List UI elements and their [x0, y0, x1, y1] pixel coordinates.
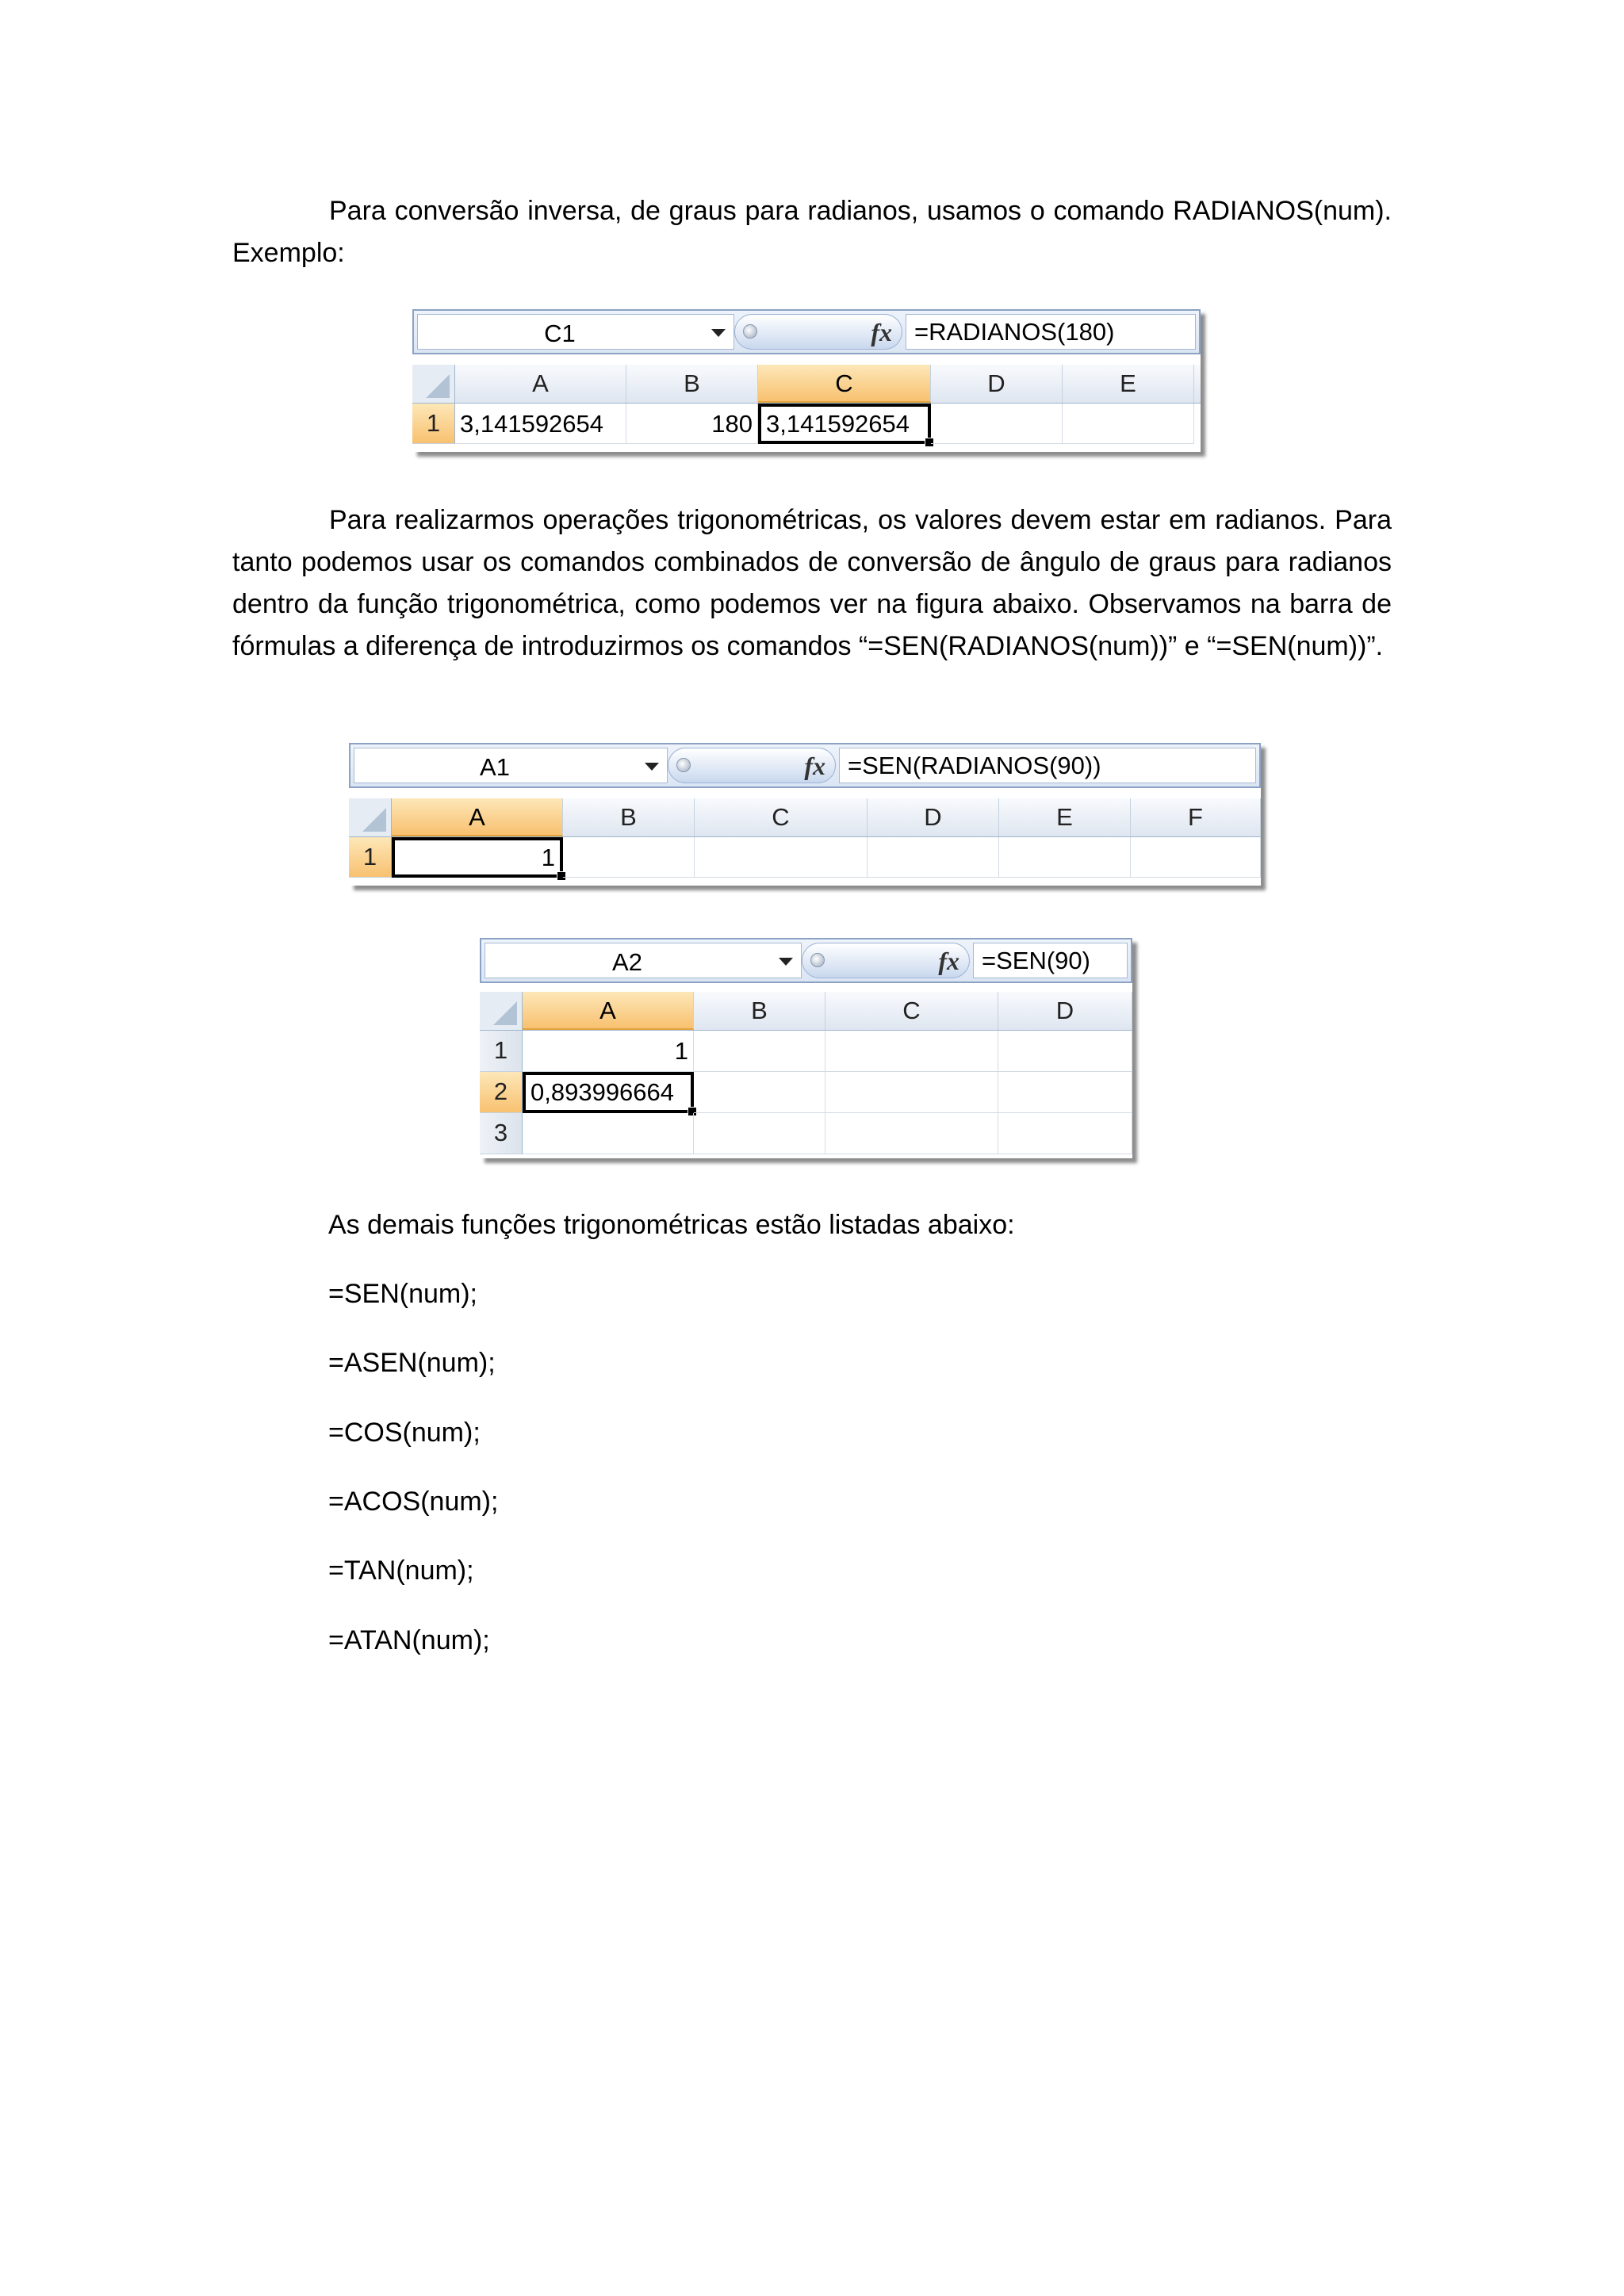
cell-e1[interactable] [1063, 404, 1194, 444]
cell-a1[interactable]: 3,141592654 [455, 404, 626, 444]
column-header-c[interactable]: C [825, 992, 998, 1030]
list-item-asen: =ASEN(num); [328, 1348, 496, 1378]
cell-c3[interactable] [825, 1113, 998, 1154]
list-item-cos: =COS(num); [328, 1418, 481, 1448]
formula-input[interactable]: =SEN(90) [973, 943, 1128, 978]
cell-b3[interactable] [694, 1113, 825, 1154]
function-fx-icon[interactable]: fx [804, 752, 825, 780]
list-item-sen: =SEN(num); [328, 1279, 477, 1309]
cell-d1[interactable] [868, 837, 999, 878]
column-header-b[interactable]: B [626, 365, 758, 403]
formula-bar [349, 743, 1261, 788]
column-header-c[interactable]: C [758, 365, 931, 403]
select-all-icon [362, 808, 386, 832]
column-header-e[interactable]: E [999, 798, 1131, 836]
column-header-a[interactable]: A [455, 365, 626, 403]
resize-handle-icon[interactable] [676, 758, 691, 772]
paragraph-radianos: Para conversão inversa, de graus para radianos, usamos o comando RADIANOS(num). Exemplo: [232, 196, 1392, 268]
function-fx-icon[interactable]: fx [938, 947, 959, 975]
cell-a2[interactable]: 0,893996664 [523, 1072, 694, 1113]
formula-input[interactable]: =RADIANOS(180) [906, 314, 1196, 350]
spreadsheet-sen-radianos [349, 743, 1261, 886]
column-header-row [412, 365, 1201, 404]
cell-b1[interactable] [563, 837, 695, 878]
cell-a1[interactable]: 1 [392, 837, 563, 878]
spreadsheet-radianos [412, 309, 1201, 452]
column-header-f[interactable]: F [1131, 798, 1261, 836]
list-item-acos: =ACOS(num); [328, 1487, 499, 1517]
cell-c1[interactable] [825, 1031, 998, 1072]
cell-b1[interactable] [694, 1031, 825, 1072]
column-header-a[interactable]: A [523, 992, 694, 1030]
cell-b2[interactable] [694, 1072, 825, 1113]
cell-f1[interactable] [1131, 837, 1261, 878]
paragraph-demais-funcoes: As demais funções trigonométricas estão listadas abaixo: [328, 1210, 1015, 1240]
cell-d2[interactable] [998, 1072, 1132, 1113]
chevron-down-icon[interactable] [779, 958, 793, 966]
row-header-1[interactable]: 1 [349, 837, 392, 878]
insert-function-pill[interactable] [668, 748, 836, 783]
column-header-b[interactable]: B [694, 992, 825, 1030]
cell-b1[interactable]: 180 [626, 404, 758, 444]
cell-d3[interactable] [998, 1113, 1132, 1154]
chevron-down-icon[interactable] [645, 763, 659, 771]
column-header-a[interactable]: A [392, 798, 563, 836]
cell-c2[interactable] [825, 1072, 998, 1113]
select-all-icon [493, 1001, 517, 1025]
insert-function-pill[interactable] [802, 943, 970, 978]
cell-e1[interactable] [999, 837, 1131, 878]
cell-a3[interactable] [523, 1113, 694, 1154]
resize-handle-icon[interactable] [743, 324, 757, 339]
column-header-b[interactable]: B [563, 798, 695, 836]
select-all-icon [426, 374, 450, 398]
column-header-d[interactable]: D [868, 798, 999, 836]
column-header-e[interactable]: E [1063, 365, 1194, 403]
row-header-3[interactable]: 3 [480, 1113, 523, 1154]
select-all-corner[interactable] [412, 365, 455, 403]
function-fx-icon[interactable]: fx [871, 318, 892, 346]
row-header-1[interactable]: 1 [480, 1031, 523, 1072]
name-box[interactable]: A2 [485, 943, 802, 978]
column-header-row [480, 992, 1132, 1031]
column-header-row [349, 798, 1261, 837]
name-box[interactable]: A1 [354, 748, 668, 783]
list-item-atan: =ATAN(num); [328, 1625, 490, 1655]
spreadsheet-sen-90 [480, 938, 1132, 1158]
list-item-tan: =TAN(num); [328, 1556, 474, 1586]
paragraph-trigonometricas: Para realizarmos operações trigonométricas, os valores devem estar em radianos. Para tanto podemos usar os comandos combinados de conversão de ângulo de graus para radianos dentro da função trigonométrica, como podemos ver na figura abaixo. Observamos na barra de fórmulas a diferença de introduzirmos os comandos “=SEN(RADIANOS(num))” e “=SEN(num))”. [232, 505, 1392, 661]
formula-bar [412, 309, 1201, 354]
row-header-1[interactable]: 1 [412, 404, 455, 444]
column-header-d[interactable]: D [931, 365, 1063, 403]
column-header-c[interactable]: C [695, 798, 868, 836]
chevron-down-icon[interactable] [711, 329, 726, 337]
name-box[interactable]: C1 [417, 314, 734, 350]
cell-a1[interactable]: 1 [523, 1031, 694, 1072]
formula-bar [480, 938, 1132, 983]
cell-c1[interactable]: 3,141592654 [758, 404, 931, 444]
select-all-corner[interactable] [349, 798, 392, 836]
column-header-d[interactable]: D [998, 992, 1132, 1030]
insert-function-pill[interactable] [734, 314, 902, 350]
row-header-2[interactable]: 2 [480, 1072, 523, 1113]
select-all-corner[interactable] [480, 992, 523, 1030]
formula-input[interactable]: =SEN(RADIANOS(90)) [839, 748, 1256, 783]
resize-handle-icon[interactable] [810, 953, 825, 967]
cell-d1[interactable] [931, 404, 1063, 444]
cell-c1[interactable] [695, 837, 868, 878]
cell-d1[interactable] [998, 1031, 1132, 1072]
